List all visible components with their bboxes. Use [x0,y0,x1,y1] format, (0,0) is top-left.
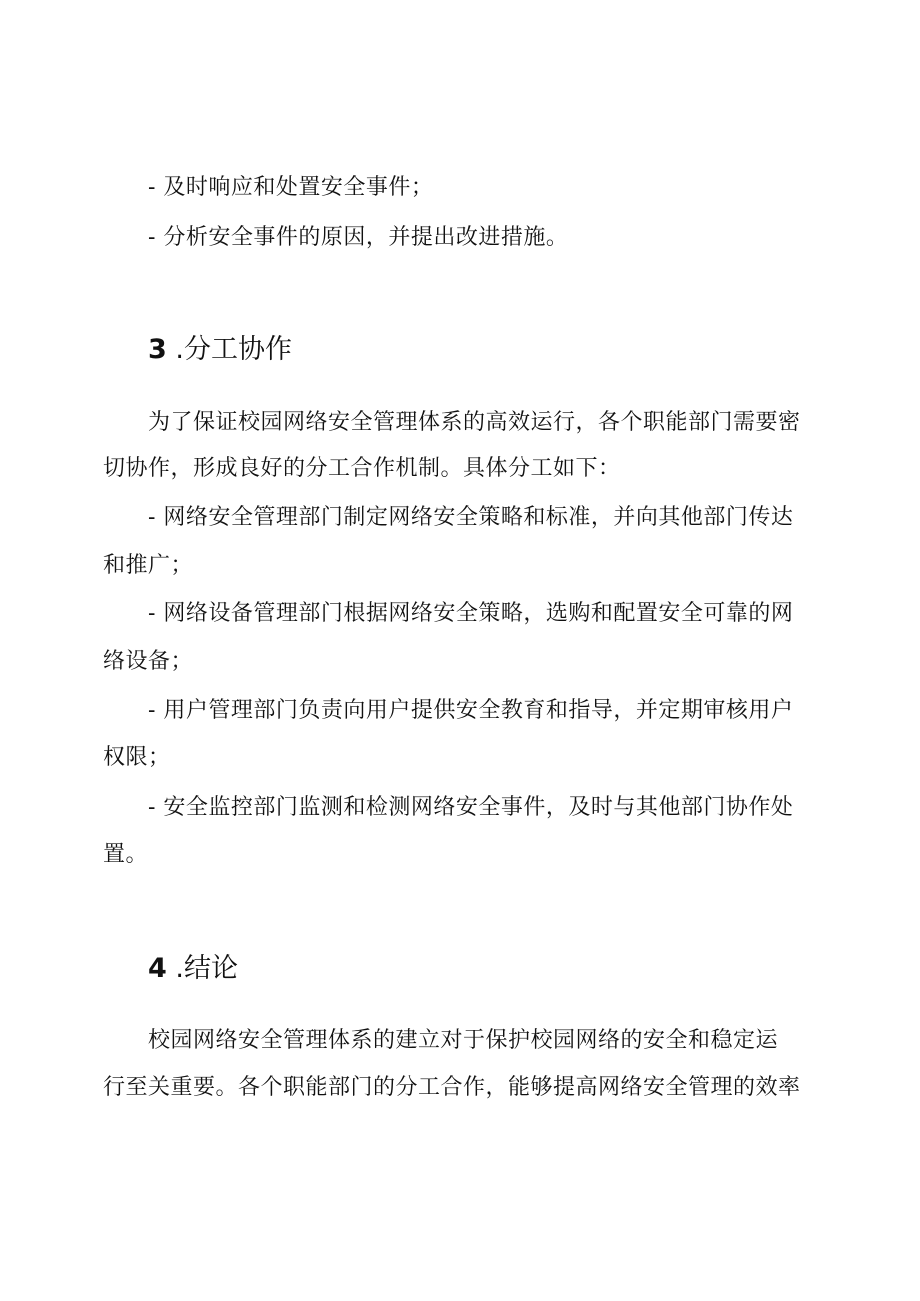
section-3-heading [148,332,292,368]
bullet-respond-incidents: - 及时响应和处置安全事件； [148,175,434,200]
section-4-heading [148,951,238,987]
duty-item-monitor-dept-cont: 置。 [103,842,149,867]
section-3-title: .分工协作 [175,334,292,365]
conclusion-line-1: 校园网络安全管理体系的建立对于保护校园网络的安全和稳定运 [148,1028,779,1053]
duty-item-device-dept-cont: 络设备； [103,649,194,674]
section-4-title: .结论 [175,953,238,984]
duty-item-security-dept-cont: 和推广； [103,553,194,578]
section-3-number: 3 [148,334,167,365]
duty-item-user-dept-cont: 权限； [103,745,171,770]
duty-item-user-dept: - 用户管理部门负责向用户提供安全教育和指导，并定期审核用户 [148,698,794,723]
duty-item-security-dept: - 网络安全管理部门制定网络安全策略和标准，并向其他部门传达 [148,505,794,530]
conclusion-line-2: 行至关重要。各个职能部门的分工合作，能够提高网络安全管理的效率 [103,1075,801,1100]
section-3-intro-line-2: 切协作，形成良好的分工合作机制。具体分工如下： [103,456,621,481]
section-3-intro-line-1: 为了保证校园网络安全管理体系的高效运行，各个职能部门需要密 [148,410,801,435]
duty-item-device-dept: - 网络设备管理部门根据网络安全策略，选购和配置安全可靠的网 [148,601,794,626]
section-4-number: 4 [148,953,167,984]
duty-item-monitor-dept: - 安全监控部门监测和检测网络安全事件，及时与其他部门协作处 [148,795,794,820]
bullet-analyze-incidents: - 分析安全事件的原因，并提出改进措施。 [148,225,569,250]
